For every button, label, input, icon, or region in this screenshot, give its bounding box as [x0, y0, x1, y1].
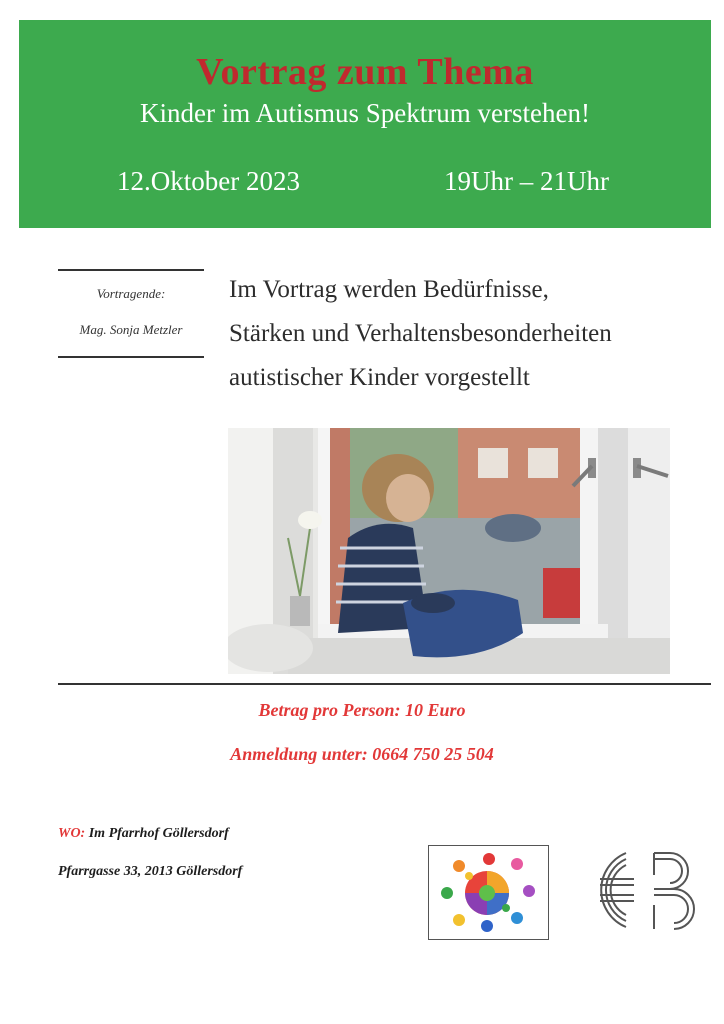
location-where-label: WO:	[58, 826, 86, 841]
event-date: 12.Oktober 2023	[117, 166, 300, 196]
hands-logo	[428, 845, 549, 940]
location-where	[58, 826, 229, 842]
speaker-bottom-rule	[58, 356, 204, 358]
location-address: Pfarrgasse 33, 2013 Göllersdorf	[58, 864, 243, 879]
event-subtitle: Kinder im Autismus Spektrum verstehen!	[140, 98, 590, 128]
eb-logo	[578, 845, 700, 935]
fee-text: Betrag pro Person: 10 Euro	[258, 700, 466, 720]
speaker-top-rule	[58, 269, 204, 271]
location-where-value: Im Pfarrhof Göllersdorf	[85, 826, 229, 841]
child-at-window-photo	[228, 428, 670, 674]
event-time: 19Uhr – 21Uhr	[444, 166, 609, 196]
description-line-2: Stärken und Verhaltensbesonderheiten	[229, 320, 612, 347]
description-line-3: autistischer Kinder vorgestellt	[229, 364, 530, 391]
header-banner	[19, 20, 711, 228]
speaker-name: Mag. Sonja Metzler	[79, 322, 183, 337]
event-title: Vortrag zum Thema	[196, 51, 534, 93]
speaker-label: Vortragende:	[96, 286, 166, 301]
section-divider	[58, 683, 711, 685]
description-line-1: Im Vortrag werden Bedürfnisse,	[229, 276, 549, 303]
registration-text: Anmeldung unter: 0664 750 25 504	[230, 744, 494, 764]
